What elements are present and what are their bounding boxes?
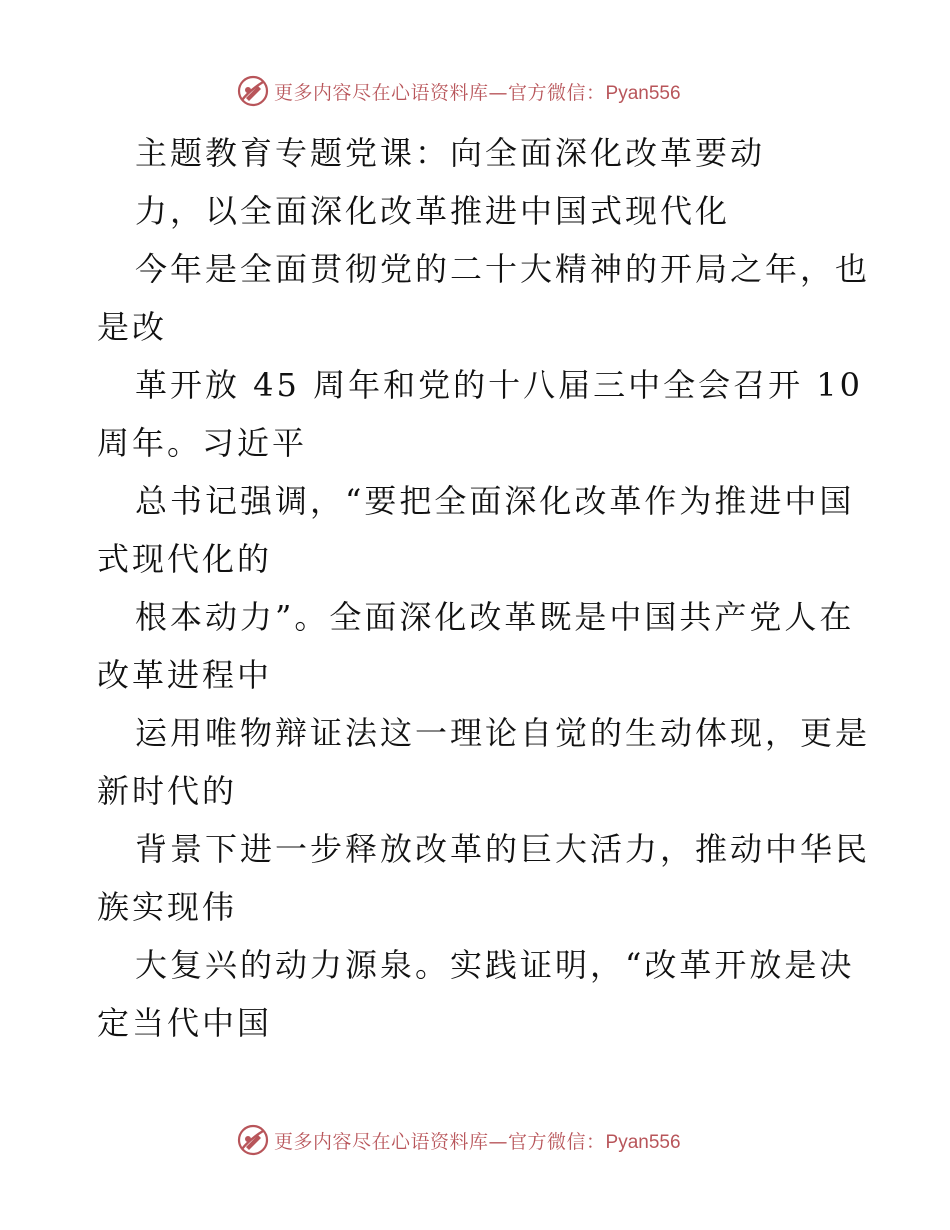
text-line: 新时代的 [97, 772, 238, 810]
text-line: 今年是全面贯彻党的二十大精神的开局之年，也 [135, 250, 871, 288]
text-line: 是改 [97, 308, 168, 346]
text-line: 式现代化的 [97, 540, 273, 578]
text-line: 族实现伟 [97, 888, 238, 926]
text-line: 运用唯物辩证法这一理论自觉的生动体现，更是 [135, 714, 871, 752]
pen-logo-icon [236, 74, 270, 108]
document-body [97, 124, 871, 1052]
text-line: 定当代中国 [97, 1004, 273, 1042]
text-line: 力，以全面深化改革推进中国式现代化 [135, 192, 731, 230]
text-line: 大复兴的动力源泉。实践证明，“改革开放是决 [135, 946, 855, 984]
text-line: 革开放 45 周年和党的十八届三中全会召开 10 [135, 366, 863, 404]
watermark-text: 更多内容尽在心语资料库—官方微信：Pyan556 [274, 81, 681, 104]
text-line: 根本动力”。全面深化改革既是中国共产党人在 [135, 598, 855, 636]
footer-watermark [236, 1122, 681, 1158]
header-watermark [236, 73, 681, 109]
text-line: 背景下进一步释放改革的巨大活力，推动中华民 [135, 830, 871, 868]
watermark-text: 更多内容尽在心语资料库—官方微信：Pyan556 [274, 1130, 681, 1153]
text-line: 主题教育专题党课：向全面深化改革要动 [135, 134, 766, 172]
text-line: 改革进程中 [97, 656, 273, 694]
text-line: 周年。习近平 [97, 424, 308, 462]
text-line: 总书记强调，“要把全面深化改革作为推进中国 [135, 482, 855, 520]
pen-logo-icon [236, 1123, 270, 1157]
